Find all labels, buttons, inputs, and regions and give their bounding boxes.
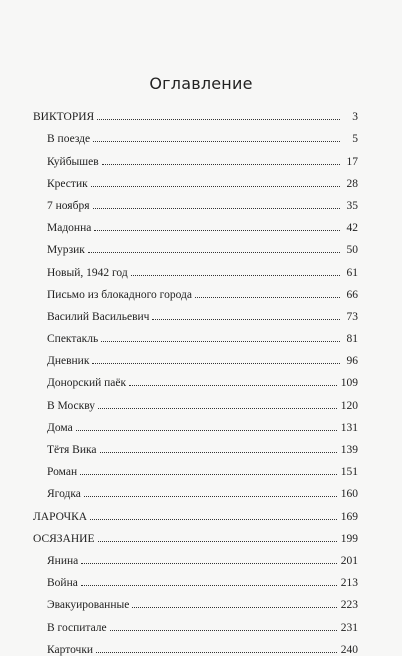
- dot-leader: [92, 363, 340, 364]
- entry-title: ЛАРОЧКА: [33, 510, 88, 523]
- table-of-contents: [33, 101, 358, 656]
- toc-chapter-entry: [33, 545, 358, 567]
- toc-chapter-entry: [33, 323, 358, 345]
- entry-title: В поезде: [47, 133, 91, 146]
- dot-leader: [132, 607, 336, 608]
- entry-title: Письмо из блокадного города: [47, 288, 192, 301]
- toc-chapter-entry: [33, 234, 358, 256]
- dot-leader: [98, 408, 337, 409]
- page-title: Оглавление: [149, 74, 253, 93]
- entry-page-number: 3: [352, 111, 358, 124]
- entry-page-number: 160: [340, 488, 358, 501]
- toc-chapter-entry: [33, 367, 358, 389]
- entry-title: Ягодка: [47, 488, 81, 501]
- dot-leader: [96, 652, 337, 653]
- toc-chapter-entry: [33, 589, 358, 611]
- dot-leader: [93, 141, 340, 142]
- entry-page-number: 5: [352, 133, 358, 146]
- dot-leader: [195, 297, 340, 298]
- entry-title: Куйбышев: [47, 155, 99, 168]
- entry-title: Мадонна: [47, 222, 92, 235]
- entry-page-number: 28: [346, 177, 358, 190]
- toc-chapter-entry: [33, 634, 358, 656]
- entry-page-number: 213: [340, 577, 358, 590]
- dot-leader: [100, 452, 337, 453]
- entry-title: Карточки: [47, 643, 94, 656]
- toc-chapter-entry: [33, 412, 358, 434]
- toc-chapter-entry: [33, 456, 358, 478]
- entry-title: Война: [47, 577, 78, 590]
- entry-title: В госпитале: [47, 621, 107, 634]
- dot-leader: [101, 341, 340, 342]
- dot-leader: [152, 319, 340, 320]
- dot-leader: [81, 563, 337, 564]
- entry-page-number: 81: [346, 333, 358, 346]
- entry-page-number: 42: [346, 222, 358, 235]
- toc-chapter-entry: [33, 212, 358, 234]
- dot-leader: [110, 630, 337, 631]
- entry-page-number: 120: [340, 399, 358, 412]
- toc-chapter-entry: [33, 434, 358, 456]
- entry-title: ОСЯЗАНИЕ: [33, 532, 95, 545]
- toc-chapter-entry: [33, 611, 358, 633]
- dot-leader: [76, 430, 337, 431]
- entry-title: Дневник: [47, 355, 90, 368]
- toc-chapter-entry: [33, 567, 358, 589]
- entry-page-number: 151: [340, 466, 358, 479]
- toc-section-entry: [33, 523, 358, 545]
- dot-leader: [84, 496, 337, 497]
- entry-title: ВИКТОРИЯ: [33, 111, 95, 124]
- dot-leader: [98, 541, 337, 542]
- toc-chapter-entry: [33, 345, 358, 367]
- entry-title: Дома: [47, 421, 73, 434]
- toc-chapter-entry: [33, 123, 358, 145]
- entry-page-number: 73: [346, 310, 358, 323]
- entry-page-number: 96: [346, 355, 358, 368]
- dot-leader: [81, 585, 337, 586]
- dot-leader: [97, 119, 340, 120]
- dot-leader: [90, 519, 337, 520]
- entry-title: Роман: [47, 466, 78, 479]
- entry-page-number: 231: [340, 621, 358, 634]
- entry-title: Янина: [47, 554, 79, 567]
- toc-chapter-entry: [33, 478, 358, 500]
- entry-page-number: 50: [346, 244, 358, 257]
- dot-leader: [131, 275, 340, 276]
- entry-page-number: 199: [340, 532, 358, 545]
- entry-title: Донорский паёк: [47, 377, 127, 390]
- entry-title: Эвакуированные: [47, 599, 130, 612]
- entry-title: В Москву: [47, 399, 95, 412]
- entry-page-number: 35: [346, 199, 358, 212]
- entry-page-number: 139: [340, 444, 358, 456]
- dot-leader: [91, 186, 340, 187]
- toc-chapter-entry: [33, 301, 358, 323]
- entry-page-number: 17: [346, 155, 358, 168]
- entry-page-number: 109: [340, 377, 358, 390]
- entry-title: Мурзик: [47, 244, 85, 257]
- toc-chapter-entry: [33, 190, 358, 212]
- dot-leader: [93, 208, 341, 209]
- entry-page-number: 223: [340, 599, 358, 612]
- dot-leader: [80, 474, 337, 475]
- entry-title: Крестик: [47, 177, 88, 190]
- entry-page-number: 169: [340, 510, 358, 523]
- entry-page-number: 61: [346, 266, 358, 279]
- dot-leader: [129, 385, 337, 386]
- entry-page-number: 240: [340, 643, 358, 656]
- toc-chapter-entry: [33, 168, 358, 190]
- entry-title: Спектакль: [47, 333, 99, 346]
- toc-chapter-entry: [33, 256, 358, 278]
- entry-page-number: 66: [346, 288, 358, 301]
- toc-chapter-entry: [33, 279, 358, 301]
- toc-chapter-entry: [33, 389, 358, 411]
- entry-title: Новый, 1942 год: [47, 266, 128, 279]
- entry-page-number: 201: [340, 554, 358, 567]
- toc-section-entry: [33, 500, 358, 522]
- toc-chapter-entry: [33, 145, 358, 167]
- entry-title: Тётя Вика: [47, 444, 97, 456]
- dot-leader: [94, 230, 340, 231]
- dot-leader: [102, 164, 340, 165]
- entry-page-number: 131: [340, 421, 358, 434]
- entry-title: Василий Васильевич: [47, 310, 150, 323]
- entry-title: 7 ноября: [47, 199, 90, 212]
- dot-leader: [88, 252, 340, 253]
- toc-section-entry: [33, 101, 358, 123]
